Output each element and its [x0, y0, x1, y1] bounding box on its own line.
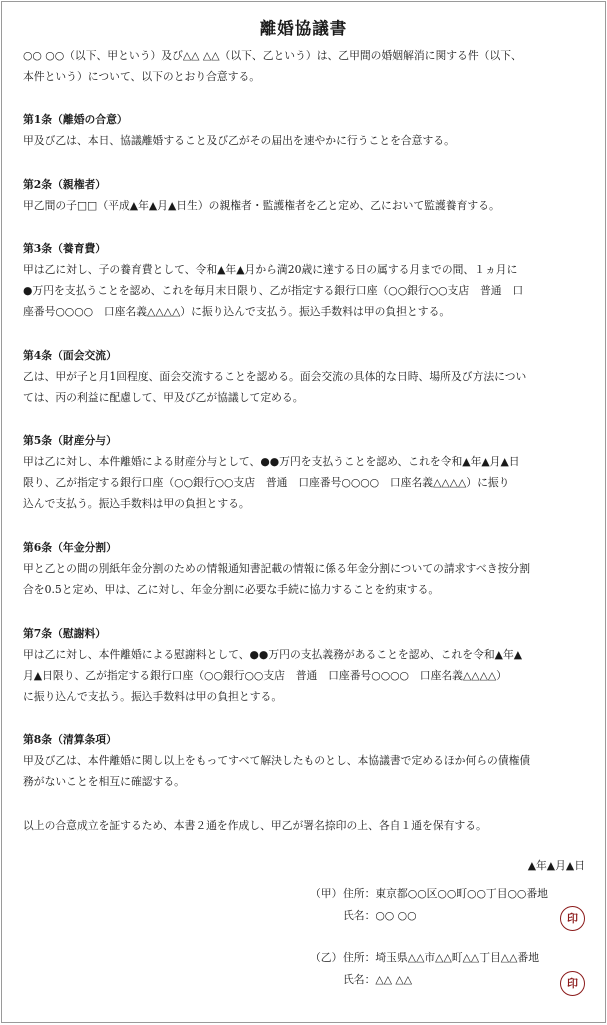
party-a-seal-icon: 印 — [560, 906, 585, 931]
article-7 — [23, 623, 589, 707]
article-heading: 第4条（面会交流） — [23, 349, 117, 362]
preamble-line: ○○ ○○（以下、甲という）及び△△ △△（以下、乙という）は、乙甲間の婚姻解消に関する件（以下、 — [23, 49, 522, 62]
article-1 — [23, 109, 589, 151]
preamble — [23, 45, 589, 87]
party-a-tag: （甲） — [310, 887, 343, 900]
party-b-name: 氏名：△△ △△ — [343, 973, 413, 986]
article-line: 合を0.5と定め、甲は、乙に対し、年金分割に必要な手続に協力することを約束する。 — [23, 583, 440, 596]
article-line: 甲は乙に対し、本件離婚による慰謝料として、●●万円の支払義務があることを認め、これを令和▲年▲ — [23, 648, 523, 661]
preamble-line: 本件という）について、以下のとおり合意する。 — [23, 70, 261, 83]
article-6 — [23, 537, 589, 600]
article-4 — [23, 345, 589, 408]
article-line: 甲は乙に対し、本件離婚による財産分与として、●●万円を支払うことを認め、これを令和▲年▲月▲日 — [23, 455, 520, 468]
article-line: 座番号○○○○ 口座名義△△△△）に振り込んで支払う。振込手数料は甲の負担とする。 — [23, 305, 451, 318]
closing-statement — [23, 815, 589, 836]
article-line: ては、丙の利益に配慮して、甲及び乙が協議して定める。 — [23, 391, 304, 404]
article-heading: 第5条（財産分与） — [23, 434, 117, 447]
article-line: 甲及び乙は、本件離婚に関し以上をもってすべて解決したものとし、本協議書で定めるほか何らの債権債 — [23, 754, 531, 767]
article-2 — [23, 174, 589, 216]
article-heading: 第2条（親権者） — [23, 178, 107, 191]
document-page — [1, 1, 606, 1023]
article-heading: 第8条（清算条項） — [23, 733, 117, 746]
article-line: 甲と乙との間の別紙年金分割のための情報通知書記載の情報に係る年金分割についての請求すべき按分割 — [23, 562, 531, 575]
article-line: 込んで支払う。振込手数料は甲の負担とする。 — [23, 497, 250, 510]
article-heading: 第7条（慰謝料） — [23, 627, 107, 640]
article-line: 甲及び乙は、本日、協議離婚すること及び乙がその届出を速やかに行うことを合意する。 — [23, 134, 455, 147]
article-line: 甲は乙に対し、子の養育費として、令和▲年▲月から満20歳に達する日の属する月までの間、１ヵ月に — [23, 263, 518, 276]
party-b-seal-icon: 印 — [560, 971, 585, 996]
article-8 — [23, 729, 589, 792]
party-a — [310, 883, 600, 927]
document-title: 離婚協議書 — [259, 19, 348, 38]
article-heading: 第6条（年金分割） — [23, 541, 117, 554]
article-3 — [23, 238, 589, 322]
party-a-address: 住所：東京都○○区○○町○○丁目○○番地 — [343, 887, 548, 900]
article-5 — [23, 430, 589, 514]
article-heading: 第3条（養育費） — [23, 242, 107, 255]
party-b-address: 住所：埼玉県△△市△△町△△丁目△△番地 — [343, 951, 539, 964]
party-a-name: 氏名：○○ ○○ — [343, 909, 417, 922]
party-b-tag: （乙） — [310, 951, 343, 964]
party-b — [310, 947, 600, 991]
closing-line: 以上の合意成立を証するため、本書２通を作成し、甲乙が署名捺印の上、各自１通を保有する。 — [23, 819, 487, 832]
article-heading: 第1条（離婚の合意） — [23, 113, 128, 126]
article-line: 限り、乙が指定する銀行口座（○○銀行○○支店 普通 口座番号○○○○ 口座名義△△△△）に振り — [23, 476, 510, 489]
article-line: 乙は、甲が子と月1回程度、面会交流することを認める。面会交流の具体的な日時、場所及び方法につい — [23, 370, 527, 383]
article-line: 月▲日限り、乙が指定する銀行口座（○○銀行○○支店 普通 口座番号○○○○ 口座名義△△△△） — [23, 669, 507, 682]
article-line: ●万円を支払うことを認め、これを毎月末日限り、乙が指定する銀行口座（○○銀行○○支店 普通 口 — [23, 284, 524, 297]
document-date: ▲年▲月▲日 — [527, 859, 585, 872]
article-line: に振り込んで支払う。振込手数料は甲の負担とする。 — [23, 690, 283, 703]
article-line: 務がないことを相互に確認する。 — [23, 775, 185, 788]
article-line: 甲乙間の子□□（平成▲年▲月▲日生）の親権者・監護権者を乙と定め、乙において監護養育する。 — [23, 199, 500, 212]
